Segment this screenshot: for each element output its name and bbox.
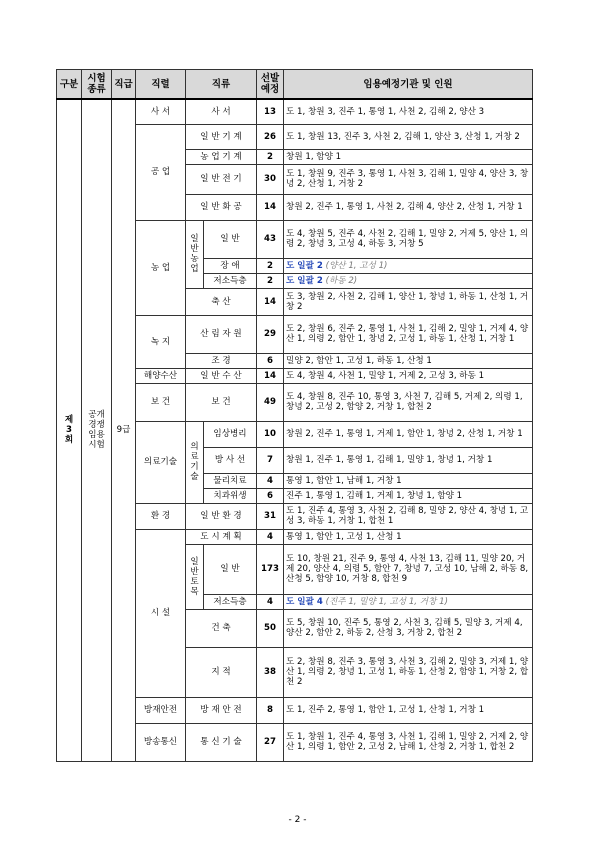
count-cell: 2 [257, 149, 284, 164]
series-cell: 사 서 [136, 99, 186, 124]
agency-main: 도 일괄 2 [286, 260, 323, 271]
agency-cell [284, 273, 533, 288]
category-cell: 일 반 수 산 [186, 368, 257, 383]
agency-cell: 통영 1, 함안 1, 고성 1, 산청 1 [284, 529, 533, 544]
agency-cell: 도 2, 창원 8, 진주 3, 통영 3, 사천 3, 김해 2, 밀양 3, 거제 1, 양산 1, 의령 2, 창녕 1, 고성 1, 하동 1, 산청 2, 함양 1, 거창 2, 합천 2 [284, 647, 533, 697]
header-agency: 임용예정기관 및 인원 [284, 70, 533, 100]
group-general-agriculture-line: 반 [190, 244, 199, 254]
group-general-civil-line: 반 [190, 566, 199, 577]
category-cell: 사 서 [186, 99, 257, 124]
round-text [59, 415, 79, 445]
exam-type-text-line: 경쟁 [88, 420, 105, 431]
agency-note: (양산 1, 고성 1) [325, 260, 388, 271]
series-cell: 방송통신 [136, 723, 186, 761]
group-general-agriculture-line: 일 [190, 234, 199, 244]
agency-cell: 창원 1, 함양 1 [284, 149, 533, 164]
recruitment-table [56, 69, 533, 762]
count-cell: 4 [257, 594, 284, 609]
agency-main: 도 일괄 2 [286, 275, 323, 286]
category-cell: 일 반 화 공 [186, 194, 257, 220]
group-cell [186, 421, 204, 503]
category-cell: 축 산 [186, 288, 257, 315]
count-cell: 10 [257, 421, 284, 447]
agency-cell: 도 4, 창원 8, 진주 10, 통영 3, 사천 7, 김해 5, 거제 2, 의령 1, 창녕 2, 고성 2, 함양 2, 거창 1, 합천 2 [284, 383, 533, 421]
exam-type-cell [82, 99, 112, 761]
round-text-line: 회 [64, 435, 74, 446]
category-cell: 농 업 기 계 [186, 149, 257, 164]
agency-cell: 통영 1, 함안 1, 남해 1, 거창 1 [284, 473, 533, 488]
header-selection-text [261, 73, 279, 95]
group-general-civil-line: 일 [190, 556, 199, 567]
count-cell: 50 [257, 609, 284, 647]
series-cell: 농 업 [136, 220, 186, 315]
series-cell: 보 건 [136, 383, 186, 421]
count-cell: 4 [257, 473, 284, 488]
series-cell: 시 설 [136, 529, 186, 697]
agency-note: (진주 1, 밀양 1, 고성 1, 거창 1) [325, 596, 448, 607]
category-cell: 일 반 [204, 220, 257, 258]
exam-type-text-line: 시험 [88, 440, 105, 451]
category-cell: 일 반 전 기 [186, 164, 257, 194]
header-selection-text-line: 예정 [260, 84, 280, 95]
agency-main: 도 일괄 4 [286, 596, 323, 607]
header-category: 직류 [186, 70, 257, 100]
category-cell: 조 경 [186, 353, 257, 368]
count-cell: 14 [257, 368, 284, 383]
header-exam-type-text-line: 시험 [87, 73, 106, 84]
agency-cell: 창원 2, 진주 1, 통영 1, 사천 2, 김해 4, 양산 2, 산청 1, 거창 1 [284, 194, 533, 220]
agency-cell [284, 258, 533, 273]
table-row [57, 99, 533, 124]
grade-cell: 9급 [112, 99, 136, 761]
category-cell: 저소득층 [204, 594, 257, 609]
exam-type-text-line: 임용 [88, 430, 105, 441]
count-cell: 30 [257, 164, 284, 194]
group-cell [186, 220, 204, 288]
count-cell: 14 [257, 194, 284, 220]
group-general-agriculture [188, 234, 201, 274]
group-general-civil-line: 토 [190, 576, 199, 587]
count-cell: 7 [257, 447, 284, 473]
count-cell: 31 [257, 503, 284, 529]
round-text-line: 3 [66, 425, 72, 436]
header-selection-text-line: 선발 [260, 73, 280, 84]
agency-cell: 도 1, 창원 1, 진주 4, 통영 3, 사천 1, 김해 1, 밀양 2, 거제 2, 양산 1, 의령 1, 함안 2, 고성 2, 남해 1, 산청 2, 거창 1, 합천 2 [284, 723, 533, 761]
count-cell: 6 [257, 353, 284, 368]
series-cell: 방재안전 [136, 697, 186, 723]
agency-cell: 창원 1, 진주 1, 통영 1, 김해 1, 밀양 1, 창녕 1, 거창 1 [284, 447, 533, 473]
count-cell: 43 [257, 220, 284, 258]
agency-cell: 도 2, 창원 6, 진주 2, 통영 1, 사천 1, 김해 2, 밀양 1, 거제 4, 양산 1, 의령 2, 함안 1, 창녕 2, 고성 1, 하동 1, 산청 1, 거창 1 [284, 315, 533, 353]
category-cell: 일 반 환 경 [186, 503, 257, 529]
agency-cell: 창원 2, 진주 1, 통영 1, 거제 1, 함안 1, 창녕 2, 산청 1, 거창 1 [284, 421, 533, 447]
category-cell: 산 림 자 원 [186, 315, 257, 353]
count-cell: 49 [257, 383, 284, 421]
agency-cell: 도 1, 창원 13, 진주 3, 사천 2, 김해 1, 양산 3, 산청 1, 거창 2 [284, 124, 533, 149]
series-cell: 의료기술 [136, 421, 186, 503]
group-medical-technology-line: 기 [190, 462, 199, 472]
count-cell: 6 [257, 488, 284, 503]
agency-cell: 도 1, 창원 9, 진주 3, 통영 1, 사천 3, 김해 1, 밀양 4, 양산 3, 창녕 2, 산청 1, 거창 2 [284, 164, 533, 194]
header-series: 직렬 [136, 70, 186, 100]
category-cell: 도 시 계 획 [186, 529, 257, 544]
header-exam-type-text [87, 73, 105, 95]
series-cell: 녹 지 [136, 315, 186, 368]
count-cell: 26 [257, 124, 284, 149]
count-cell: 2 [257, 258, 284, 273]
group-general-agriculture-line: 업 [190, 264, 199, 274]
round-cell [57, 99, 82, 761]
category-cell: 방 사 선 [204, 447, 257, 473]
header-grade: 직급 [112, 70, 136, 100]
agency-cell: 도 10, 창원 21, 진주 9, 통영 4, 사천 13, 김해 11, 밀양 20, 거제 20, 양산 4, 의령 5, 함안 7, 창녕 7, 고성 10, 남해 2, 하동 8, 산청 5, 함양 10, 거창 8, 합천 9 [284, 544, 533, 594]
group-medical-technology [188, 442, 201, 482]
group-medical-technology-line: 술 [190, 472, 199, 482]
category-cell: 저소득층 [204, 273, 257, 288]
category-cell: 물리치료 [204, 473, 257, 488]
category-cell: 치과위생 [204, 488, 257, 503]
series-cell: 해양수산 [136, 368, 186, 383]
agency-cell: 도 4, 창원 4, 사천 1, 밀양 1, 거제 2, 고성 3, 하동 1 [284, 368, 533, 383]
header-exam-type-text-line: 종류 [87, 84, 106, 95]
category-cell: 일 반 기 계 [186, 124, 257, 149]
exam-type-text-line: 공개 [88, 410, 105, 421]
header-gubun: 구분 [57, 70, 82, 100]
count-cell: 27 [257, 723, 284, 761]
count-cell: 4 [257, 529, 284, 544]
group-medical-technology-line: 료 [190, 452, 199, 462]
category-cell: 장 애 [204, 258, 257, 273]
group-general-civil [188, 557, 201, 597]
header-row [57, 70, 533, 100]
count-cell: 14 [257, 288, 284, 315]
category-cell: 보 건 [186, 383, 257, 421]
count-cell: 8 [257, 697, 284, 723]
category-cell: 일 반 [204, 544, 257, 594]
agency-cell: 밀양 2, 함안 1, 고성 1, 하동 1, 산청 1 [284, 353, 533, 368]
agency-cell: 도 1, 창원 3, 진주 1, 통영 1, 사천 2, 김해 2, 양산 3 [284, 99, 533, 124]
series-cell: 환 경 [136, 503, 186, 529]
count-cell: 13 [257, 99, 284, 124]
agency-cell: 도 1, 진주 4, 통영 3, 사천 2, 김해 8, 밀양 2, 양산 4, 창녕 1, 고성 3, 하동 1, 거창 1, 합천 1 [284, 503, 533, 529]
category-cell: 방 재 안 전 [186, 697, 257, 723]
count-cell: 173 [257, 544, 284, 594]
count-cell: 2 [257, 273, 284, 288]
category-cell: 통 신 기 술 [186, 723, 257, 761]
agency-cell: 진주 1, 통영 1, 김해 1, 거제 1, 창녕 1, 함양 1 [284, 488, 533, 503]
group-cell [186, 544, 204, 609]
header-selection [257, 70, 284, 100]
count-cell: 38 [257, 647, 284, 697]
agency-note: (하동 2) [325, 275, 358, 286]
category-cell: 건 축 [186, 609, 257, 647]
category-cell: 임상병리 [204, 421, 257, 447]
category-cell: 지 적 [186, 647, 257, 697]
agency-cell: 도 3, 창원 2, 사천 2, 김해 1, 양산 1, 창녕 1, 하동 1, 산청 1, 거창 2 [284, 288, 533, 315]
count-cell: 29 [257, 315, 284, 353]
agency-cell: 도 5, 창원 10, 진주 5, 통영 2, 사천 3, 김해 5, 밀양 3, 거제 4, 양산 2, 함안 2, 하동 2, 산청 3, 거창 2, 합천 2 [284, 609, 533, 647]
header-exam-type [82, 70, 112, 100]
series-cell: 공 업 [136, 124, 186, 220]
agency-cell: 도 4, 창원 5, 진주 4, 사천 2, 김해 1, 밀양 2, 거제 5, 양산 1, 의령 2, 창녕 3, 고성 4, 하동 3, 거창 5 [284, 220, 533, 258]
page-number: - 2 - [288, 815, 307, 825]
agency-cell [284, 594, 533, 609]
agency-cell: 도 1, 진주 2, 통영 1, 함안 1, 고성 1, 산청 1, 거창 1 [284, 697, 533, 723]
exam-type-text [84, 410, 109, 450]
group-general-civil-line: 목 [190, 586, 199, 597]
group-medical-technology-line: 의 [190, 442, 199, 452]
group-general-agriculture-line: 농 [190, 254, 199, 264]
round-text-line: 제 [64, 415, 74, 426]
